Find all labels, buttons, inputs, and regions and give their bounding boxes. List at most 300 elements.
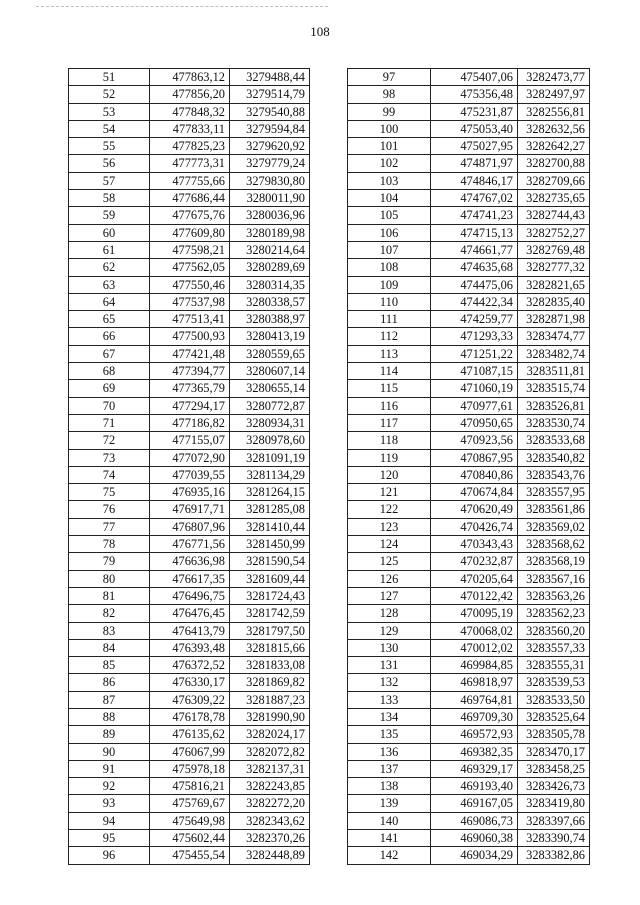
- table-row: [69, 380, 310, 397]
- y-coordinate-cell: 3283561,86: [518, 501, 590, 518]
- y-coordinate-cell: 3283470,17: [518, 743, 590, 760]
- y-coordinate-cell: 3283525,64: [518, 708, 590, 725]
- y-coordinate-cell: 3280338,57: [230, 293, 310, 310]
- y-coordinate-cell: 3282072,82: [230, 743, 310, 760]
- x-coordinate-cell: 476372,52: [150, 657, 230, 674]
- point-number-cell: 114: [348, 363, 431, 380]
- y-coordinate-cell: 3282700,88: [518, 155, 590, 172]
- x-coordinate-cell: 469818,97: [431, 674, 518, 691]
- x-coordinate-cell: 477686,44: [150, 190, 230, 207]
- y-coordinate-cell: 3282448,89: [230, 847, 310, 864]
- table-row: [348, 276, 590, 293]
- table-row: [69, 536, 310, 553]
- point-number-cell: 91: [69, 760, 150, 777]
- table-row: [348, 466, 590, 483]
- table-row: [348, 190, 590, 207]
- point-number-cell: 128: [348, 605, 431, 622]
- y-coordinate-cell: 3280189,98: [230, 224, 310, 241]
- x-coordinate-cell: 469382,35: [431, 743, 518, 760]
- x-coordinate-cell: 470426,74: [431, 518, 518, 535]
- table-row: [69, 103, 310, 120]
- y-coordinate-cell: 3280036,96: [230, 207, 310, 224]
- x-coordinate-cell: 471251,22: [431, 345, 518, 362]
- x-coordinate-cell: 470867,95: [431, 449, 518, 466]
- table-row: [69, 345, 310, 362]
- y-coordinate-cell: 3283562,23: [518, 605, 590, 622]
- point-number-cell: 90: [69, 743, 150, 760]
- x-coordinate-cell: 477537,98: [150, 293, 230, 310]
- x-coordinate-cell: 475231,87: [431, 103, 518, 120]
- point-number-cell: 97: [348, 69, 431, 86]
- table-row: [69, 397, 310, 414]
- y-coordinate-cell: 3279488,44: [230, 69, 310, 86]
- point-number-cell: 95: [69, 830, 150, 847]
- y-coordinate-cell: 3280413,19: [230, 328, 310, 345]
- point-number-cell: 60: [69, 224, 150, 241]
- point-number-cell: 93: [69, 795, 150, 812]
- table-row: [348, 380, 590, 397]
- table-row: [69, 674, 310, 691]
- y-coordinate-cell: 3282137,31: [230, 760, 310, 777]
- y-coordinate-cell: 3283560,20: [518, 622, 590, 639]
- x-coordinate-cell: 475978,18: [150, 760, 230, 777]
- y-coordinate-cell: 3282744,43: [518, 207, 590, 224]
- table-row: [69, 726, 310, 743]
- x-coordinate-cell: 470674,84: [431, 484, 518, 501]
- table-row: [348, 86, 590, 103]
- x-coordinate-cell: 470122,42: [431, 587, 518, 604]
- y-coordinate-cell: 3283563,26: [518, 587, 590, 604]
- x-coordinate-cell: 475649,98: [150, 812, 230, 829]
- point-number-cell: 119: [348, 449, 431, 466]
- point-number-cell: 78: [69, 536, 150, 553]
- y-coordinate-cell: 3283511,81: [518, 363, 590, 380]
- point-number-cell: 69: [69, 380, 150, 397]
- point-number-cell: 68: [69, 363, 150, 380]
- y-coordinate-cell: 3282642,27: [518, 138, 590, 155]
- x-coordinate-cell: 469034,29: [431, 847, 518, 864]
- x-coordinate-cell: 476393,48: [150, 639, 230, 656]
- x-coordinate-cell: 476135,62: [150, 726, 230, 743]
- x-coordinate-cell: 474767,02: [431, 190, 518, 207]
- x-coordinate-cell: 477394,77: [150, 363, 230, 380]
- x-coordinate-cell: 477833,11: [150, 120, 230, 137]
- table-row: [348, 518, 590, 535]
- table-row: [348, 778, 590, 795]
- table-row: [348, 207, 590, 224]
- x-coordinate-cell: 477365,79: [150, 380, 230, 397]
- x-coordinate-cell: 471087,15: [431, 363, 518, 380]
- x-coordinate-cell: 470205,64: [431, 570, 518, 587]
- point-number-cell: 103: [348, 172, 431, 189]
- y-coordinate-cell: 3282735,65: [518, 190, 590, 207]
- table-row: [348, 501, 590, 518]
- y-coordinate-cell: 3280607,14: [230, 363, 310, 380]
- table-row: [348, 587, 590, 604]
- y-coordinate-cell: 3283567,16: [518, 570, 590, 587]
- point-number-cell: 100: [348, 120, 431, 137]
- y-coordinate-cell: 3280772,87: [230, 397, 310, 414]
- point-number-cell: 133: [348, 691, 431, 708]
- x-coordinate-cell: 470232,87: [431, 553, 518, 570]
- point-number-cell: 101: [348, 138, 431, 155]
- y-coordinate-cell: 3283557,95: [518, 484, 590, 501]
- x-coordinate-cell: 471060,19: [431, 380, 518, 397]
- y-coordinate-cell: 3283526,81: [518, 397, 590, 414]
- x-coordinate-cell: 474661,77: [431, 241, 518, 258]
- table-row: [69, 414, 310, 431]
- point-number-cell: 56: [69, 155, 150, 172]
- y-coordinate-cell: 3281869,82: [230, 674, 310, 691]
- x-coordinate-cell: 477609,80: [150, 224, 230, 241]
- x-coordinate-cell: 477294,17: [150, 397, 230, 414]
- table-row: [348, 397, 590, 414]
- x-coordinate-cell: 476178,78: [150, 708, 230, 725]
- x-coordinate-cell: 474422,34: [431, 293, 518, 310]
- x-coordinate-cell: 474871,97: [431, 155, 518, 172]
- y-coordinate-cell: 3280978,60: [230, 432, 310, 449]
- y-coordinate-cell: 3282473,77: [518, 69, 590, 86]
- y-coordinate-cell: 3283568,19: [518, 553, 590, 570]
- table-row: [69, 518, 310, 535]
- table-row: [348, 639, 590, 656]
- point-number-cell: 118: [348, 432, 431, 449]
- point-number-cell: 123: [348, 518, 431, 535]
- x-coordinate-cell: 476413,79: [150, 622, 230, 639]
- x-coordinate-cell: 477155,07: [150, 432, 230, 449]
- x-coordinate-cell: 470840,86: [431, 466, 518, 483]
- table-row: [348, 172, 590, 189]
- point-number-cell: 117: [348, 414, 431, 431]
- x-coordinate-cell: 476617,35: [150, 570, 230, 587]
- y-coordinate-cell: 3282497,97: [518, 86, 590, 103]
- point-number-cell: 82: [69, 605, 150, 622]
- y-coordinate-cell: 3283458,25: [518, 760, 590, 777]
- y-coordinate-cell: 3283533,50: [518, 691, 590, 708]
- table-row: [348, 570, 590, 587]
- point-number-cell: 61: [69, 241, 150, 258]
- y-coordinate-cell: 3283419,80: [518, 795, 590, 812]
- point-number-cell: 138: [348, 778, 431, 795]
- x-coordinate-cell: 476330,17: [150, 674, 230, 691]
- x-coordinate-cell: 476309,22: [150, 691, 230, 708]
- x-coordinate-cell: 477825,23: [150, 138, 230, 155]
- point-number-cell: 139: [348, 795, 431, 812]
- table-row: [348, 259, 590, 276]
- point-number-cell: 98: [348, 86, 431, 103]
- point-number-cell: 80: [69, 570, 150, 587]
- table-row: [69, 639, 310, 656]
- point-number-cell: 52: [69, 86, 150, 103]
- x-coordinate-cell: 475769,67: [150, 795, 230, 812]
- point-number-cell: 113: [348, 345, 431, 362]
- y-coordinate-cell: 3279540,88: [230, 103, 310, 120]
- table-row: [69, 449, 310, 466]
- point-number-cell: 125: [348, 553, 431, 570]
- x-coordinate-cell: 469060,38: [431, 830, 518, 847]
- table-row: [69, 570, 310, 587]
- point-number-cell: 136: [348, 743, 431, 760]
- table-row: [348, 328, 590, 345]
- x-coordinate-cell: 469086,73: [431, 812, 518, 829]
- y-coordinate-cell: 3283397,66: [518, 812, 590, 829]
- table-row: [348, 795, 590, 812]
- x-coordinate-cell: 475027,95: [431, 138, 518, 155]
- x-coordinate-cell: 477550,46: [150, 276, 230, 293]
- x-coordinate-cell: 470977,61: [431, 397, 518, 414]
- table-row: [69, 466, 310, 483]
- y-coordinate-cell: 3283557,33: [518, 639, 590, 656]
- point-number-cell: 140: [348, 812, 431, 829]
- table-row: [69, 605, 310, 622]
- y-coordinate-cell: 3283474,77: [518, 328, 590, 345]
- table-row: [348, 847, 590, 864]
- point-number-cell: 70: [69, 397, 150, 414]
- point-number-cell: 121: [348, 484, 431, 501]
- y-coordinate-cell: 3280214,64: [230, 241, 310, 258]
- table-row: [348, 138, 590, 155]
- x-coordinate-cell: 477863,12: [150, 69, 230, 86]
- y-coordinate-cell: 3283540,82: [518, 449, 590, 466]
- x-coordinate-cell: 475602,44: [150, 830, 230, 847]
- y-coordinate-cell: 3283555,31: [518, 657, 590, 674]
- point-number-cell: 59: [69, 207, 150, 224]
- point-number-cell: 87: [69, 691, 150, 708]
- table-row: [348, 830, 590, 847]
- y-coordinate-cell: 3281264,15: [230, 484, 310, 501]
- point-number-cell: 74: [69, 466, 150, 483]
- y-coordinate-cell: 3281724,43: [230, 587, 310, 604]
- table-row: [348, 708, 590, 725]
- x-coordinate-cell: 475816,21: [150, 778, 230, 795]
- x-coordinate-cell: 475407,06: [431, 69, 518, 86]
- y-coordinate-cell: 3283505,78: [518, 726, 590, 743]
- point-number-cell: 129: [348, 622, 431, 639]
- table-row: [348, 812, 590, 829]
- x-coordinate-cell: 469193,40: [431, 778, 518, 795]
- x-coordinate-cell: 471293,33: [431, 328, 518, 345]
- y-coordinate-cell: 3283515,74: [518, 380, 590, 397]
- x-coordinate-cell: 470950,65: [431, 414, 518, 431]
- table-row: [348, 449, 590, 466]
- point-number-cell: 79: [69, 553, 150, 570]
- x-coordinate-cell: 469329,17: [431, 760, 518, 777]
- point-number-cell: 142: [348, 847, 431, 864]
- point-number-cell: 122: [348, 501, 431, 518]
- table-row: [348, 224, 590, 241]
- point-number-cell: 115: [348, 380, 431, 397]
- table-row: [69, 363, 310, 380]
- table-row: [348, 311, 590, 328]
- table-row: [69, 155, 310, 172]
- x-coordinate-cell: 477848,32: [150, 103, 230, 120]
- y-coordinate-cell: 3282821,65: [518, 276, 590, 293]
- table-row: [69, 657, 310, 674]
- x-coordinate-cell: 470095,19: [431, 605, 518, 622]
- y-coordinate-cell: 3279779,24: [230, 155, 310, 172]
- table-row: [69, 86, 310, 103]
- x-coordinate-cell: 477755,66: [150, 172, 230, 189]
- point-number-cell: 58: [69, 190, 150, 207]
- y-coordinate-cell: 3282777,32: [518, 259, 590, 276]
- point-number-cell: 86: [69, 674, 150, 691]
- point-number-cell: 107: [348, 241, 431, 258]
- coordinates-table-right: [347, 68, 590, 865]
- x-coordinate-cell: 475455,54: [150, 847, 230, 864]
- point-number-cell: 75: [69, 484, 150, 501]
- point-number-cell: 102: [348, 155, 431, 172]
- point-number-cell: 134: [348, 708, 431, 725]
- table-row: [69, 553, 310, 570]
- table-row: [69, 778, 310, 795]
- y-coordinate-cell: 3282272,20: [230, 795, 310, 812]
- x-coordinate-cell: 477773,31: [150, 155, 230, 172]
- x-coordinate-cell: 470068,02: [431, 622, 518, 639]
- table-row: [69, 743, 310, 760]
- point-number-cell: 111: [348, 311, 431, 328]
- x-coordinate-cell: 469984,85: [431, 657, 518, 674]
- page-number: 108: [310, 24, 330, 39]
- table-row: [348, 414, 590, 431]
- point-number-cell: 62: [69, 259, 150, 276]
- point-number-cell: 106: [348, 224, 431, 241]
- x-coordinate-cell: 477421,48: [150, 345, 230, 362]
- x-coordinate-cell: 474715,13: [431, 224, 518, 241]
- table-row: [348, 553, 590, 570]
- y-coordinate-cell: 3280011,90: [230, 190, 310, 207]
- x-coordinate-cell: 476771,56: [150, 536, 230, 553]
- table-row: [69, 172, 310, 189]
- point-number-cell: 89: [69, 726, 150, 743]
- point-number-cell: 116: [348, 397, 431, 414]
- table-row: [348, 691, 590, 708]
- y-coordinate-cell: 3281590,54: [230, 553, 310, 570]
- point-number-cell: 53: [69, 103, 150, 120]
- x-coordinate-cell: 474635,68: [431, 259, 518, 276]
- point-number-cell: 64: [69, 293, 150, 310]
- table-row: [69, 812, 310, 829]
- table-row: [69, 760, 310, 777]
- y-coordinate-cell: 3282871,98: [518, 311, 590, 328]
- table-row: [69, 484, 310, 501]
- table-row: [69, 259, 310, 276]
- point-number-cell: 81: [69, 587, 150, 604]
- y-coordinate-cell: 3279514,79: [230, 86, 310, 103]
- table-row: [348, 536, 590, 553]
- top-scan-rule: [36, 6, 328, 7]
- x-coordinate-cell: 470343,43: [431, 536, 518, 553]
- y-coordinate-cell: 3282769,48: [518, 241, 590, 258]
- y-coordinate-cell: 3281609,44: [230, 570, 310, 587]
- y-coordinate-cell: 3281887,23: [230, 691, 310, 708]
- table-row: [348, 432, 590, 449]
- point-number-cell: 65: [69, 311, 150, 328]
- point-number-cell: 99: [348, 103, 431, 120]
- y-coordinate-cell: 3283543,76: [518, 466, 590, 483]
- table-row: [348, 760, 590, 777]
- point-number-cell: 84: [69, 639, 150, 656]
- table-row: [348, 120, 590, 137]
- table-row: [69, 830, 310, 847]
- point-number-cell: 109: [348, 276, 431, 293]
- x-coordinate-cell: 469167,05: [431, 795, 518, 812]
- point-number-cell: 92: [69, 778, 150, 795]
- table-row: [69, 847, 310, 864]
- point-number-cell: 96: [69, 847, 150, 864]
- table-row: [348, 743, 590, 760]
- x-coordinate-cell: 474475,06: [431, 276, 518, 293]
- point-number-cell: 112: [348, 328, 431, 345]
- table-row: [69, 190, 310, 207]
- x-coordinate-cell: 476496,75: [150, 587, 230, 604]
- coordinates-table-left: [68, 68, 310, 865]
- x-coordinate-cell: 477562,05: [150, 259, 230, 276]
- x-coordinate-cell: 474259,77: [431, 311, 518, 328]
- y-coordinate-cell: 3280289,69: [230, 259, 310, 276]
- table-row: [348, 155, 590, 172]
- x-coordinate-cell: 477500,93: [150, 328, 230, 345]
- point-number-cell: 55: [69, 138, 150, 155]
- y-coordinate-cell: 3281833,08: [230, 657, 310, 674]
- y-coordinate-cell: 3280934,31: [230, 414, 310, 431]
- table-row: [69, 120, 310, 137]
- x-coordinate-cell: 469764,81: [431, 691, 518, 708]
- y-coordinate-cell: 3283568,62: [518, 536, 590, 553]
- y-coordinate-cell: 3283426,73: [518, 778, 590, 795]
- x-coordinate-cell: 475053,40: [431, 120, 518, 137]
- point-number-cell: 57: [69, 172, 150, 189]
- point-number-cell: 124: [348, 536, 431, 553]
- y-coordinate-cell: 3281091,19: [230, 449, 310, 466]
- x-coordinate-cell: 477039,55: [150, 466, 230, 483]
- y-coordinate-cell: 3282024,17: [230, 726, 310, 743]
- y-coordinate-cell: 3279830,80: [230, 172, 310, 189]
- x-coordinate-cell: 477675,76: [150, 207, 230, 224]
- table-row: [69, 501, 310, 518]
- point-number-cell: 71: [69, 414, 150, 431]
- x-coordinate-cell: 469709,30: [431, 708, 518, 725]
- table-row: [69, 241, 310, 258]
- point-number-cell: 132: [348, 674, 431, 691]
- x-coordinate-cell: 476636,98: [150, 553, 230, 570]
- y-coordinate-cell: 3279620,92: [230, 138, 310, 155]
- table-row: [348, 103, 590, 120]
- x-coordinate-cell: 477856,20: [150, 86, 230, 103]
- y-coordinate-cell: 3282752,27: [518, 224, 590, 241]
- point-number-cell: 54: [69, 120, 150, 137]
- table-row: [69, 795, 310, 812]
- table-row: [348, 605, 590, 622]
- x-coordinate-cell: 476935,16: [150, 484, 230, 501]
- x-coordinate-cell: 470923,56: [431, 432, 518, 449]
- y-coordinate-cell: 3283530,74: [518, 414, 590, 431]
- point-number-cell: 108: [348, 259, 431, 276]
- y-coordinate-cell: 3279594,84: [230, 120, 310, 137]
- point-number-cell: 88: [69, 708, 150, 725]
- x-coordinate-cell: 475356,48: [431, 86, 518, 103]
- point-number-cell: 141: [348, 830, 431, 847]
- y-coordinate-cell: 3283390,74: [518, 830, 590, 847]
- point-number-cell: 130: [348, 639, 431, 656]
- x-coordinate-cell: 470620,49: [431, 501, 518, 518]
- point-number-cell: 135: [348, 726, 431, 743]
- y-coordinate-cell: 3282632,56: [518, 120, 590, 137]
- y-coordinate-cell: 3282370,26: [230, 830, 310, 847]
- point-number-cell: 110: [348, 293, 431, 310]
- point-number-cell: 77: [69, 518, 150, 535]
- point-number-cell: 126: [348, 570, 431, 587]
- x-coordinate-cell: 469572,93: [431, 726, 518, 743]
